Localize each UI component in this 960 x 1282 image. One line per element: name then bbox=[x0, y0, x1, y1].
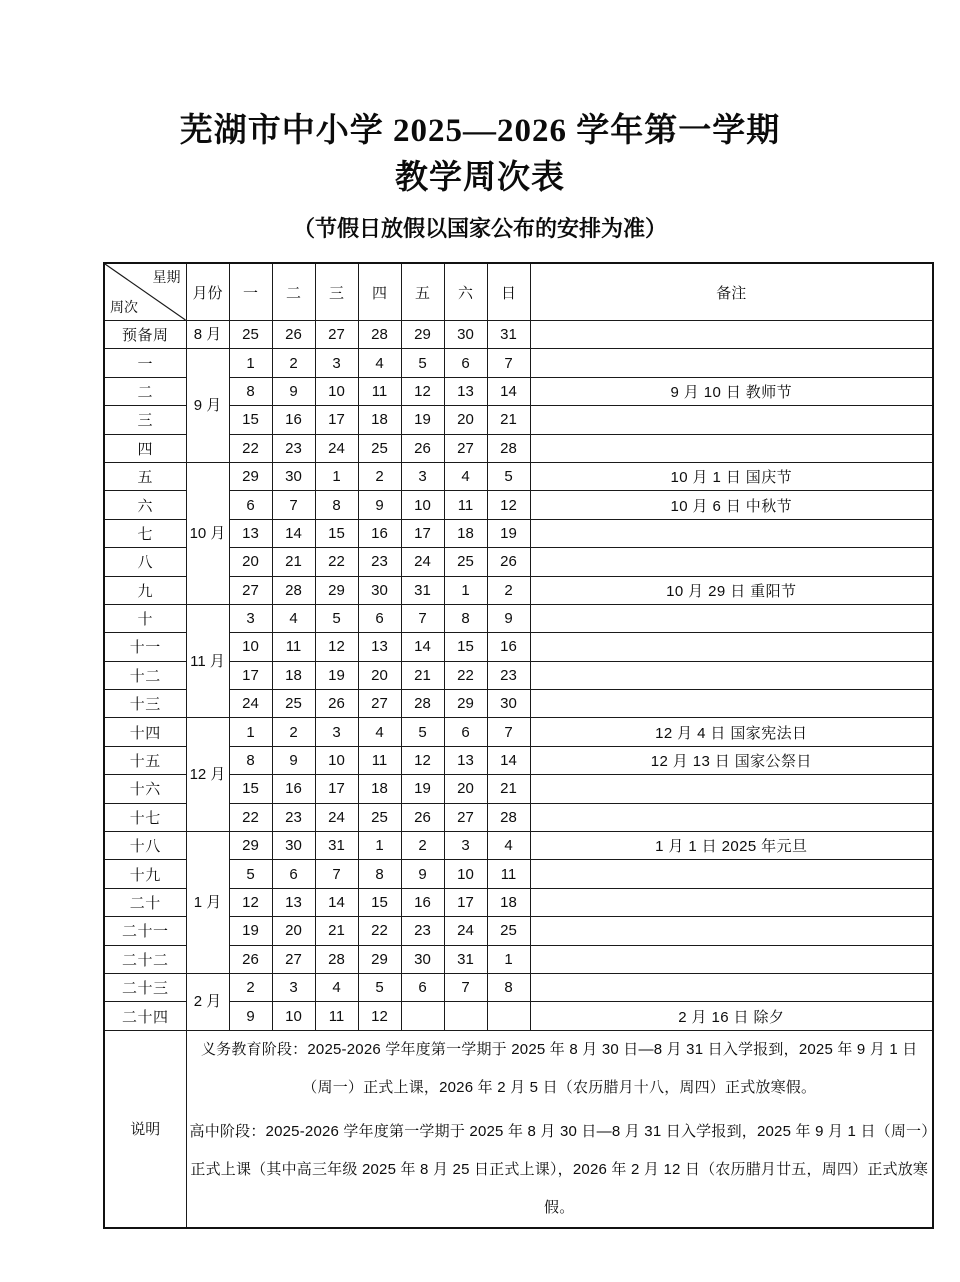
day-cell: 26 bbox=[487, 548, 530, 576]
week-number-cell: 三 bbox=[104, 406, 186, 434]
day-cell: 11 bbox=[487, 860, 530, 888]
day-cell: 27 bbox=[444, 434, 487, 462]
table-row bbox=[104, 945, 933, 973]
day-cell: 12 bbox=[315, 633, 358, 661]
table-row bbox=[104, 690, 933, 718]
day-cell: 19 bbox=[229, 917, 272, 945]
day-cell: 30 bbox=[487, 690, 530, 718]
day-cell: 23 bbox=[272, 434, 315, 462]
table-foot bbox=[104, 1030, 933, 1228]
day-cell: 17 bbox=[315, 406, 358, 434]
day-cell: 12 bbox=[229, 888, 272, 916]
table-row bbox=[104, 548, 933, 576]
day-cell: 30 bbox=[272, 832, 315, 860]
day-cell: 21 bbox=[487, 406, 530, 434]
day-cell: 26 bbox=[315, 690, 358, 718]
day-cell: 17 bbox=[444, 888, 487, 916]
day-cell: 1 bbox=[358, 832, 401, 860]
note-cell bbox=[530, 690, 933, 718]
day-cell: 18 bbox=[272, 661, 315, 689]
table-row bbox=[104, 973, 933, 1001]
day-cell bbox=[401, 1002, 444, 1030]
note-cell bbox=[530, 434, 933, 462]
day-cell: 9 bbox=[487, 604, 530, 632]
day-cell: 14 bbox=[272, 519, 315, 547]
day-cell: 5 bbox=[401, 349, 444, 377]
day-cell: 7 bbox=[315, 860, 358, 888]
day-cell: 4 bbox=[358, 718, 401, 746]
day-cell: 19 bbox=[401, 406, 444, 434]
day-cell: 1 bbox=[229, 718, 272, 746]
table-row bbox=[104, 803, 933, 831]
day-cell: 3 bbox=[315, 349, 358, 377]
day-cell: 20 bbox=[444, 775, 487, 803]
month-cell: 11 月 bbox=[186, 604, 229, 718]
day-cell: 22 bbox=[229, 434, 272, 462]
day-cell: 19 bbox=[401, 775, 444, 803]
day-cell: 16 bbox=[272, 406, 315, 434]
note-cell bbox=[530, 633, 933, 661]
day-cell: 25 bbox=[229, 321, 272, 349]
day-cell: 23 bbox=[272, 803, 315, 831]
week-number-cell: 十四 bbox=[104, 718, 186, 746]
day-cell: 31 bbox=[315, 832, 358, 860]
day-cell: 12 bbox=[401, 377, 444, 405]
month-cell: 2 月 bbox=[186, 973, 229, 1030]
day-cell: 28 bbox=[401, 690, 444, 718]
day-cell: 29 bbox=[358, 945, 401, 973]
day-cell: 26 bbox=[229, 945, 272, 973]
day-cell: 21 bbox=[272, 548, 315, 576]
column-header-thursday: 四 bbox=[358, 263, 401, 321]
note-cell bbox=[530, 888, 933, 916]
column-header-notes: 备注 bbox=[530, 263, 933, 321]
weeknumber-axis-label: 周次 bbox=[110, 299, 138, 315]
day-cell: 3 bbox=[315, 718, 358, 746]
day-cell: 13 bbox=[229, 519, 272, 547]
calendar-table-wrapper bbox=[103, 262, 929, 1229]
note-cell bbox=[530, 321, 933, 349]
note-cell bbox=[530, 775, 933, 803]
table-row bbox=[104, 633, 933, 661]
table-row bbox=[104, 718, 933, 746]
day-cell: 16 bbox=[487, 633, 530, 661]
week-number-cell: 十五 bbox=[104, 746, 186, 774]
day-cell: 29 bbox=[444, 690, 487, 718]
day-cell: 24 bbox=[315, 434, 358, 462]
day-cell: 23 bbox=[358, 548, 401, 576]
day-cell: 2 bbox=[229, 973, 272, 1001]
day-cell: 5 bbox=[315, 604, 358, 632]
day-cell: 24 bbox=[315, 803, 358, 831]
day-cell: 30 bbox=[401, 945, 444, 973]
note-cell bbox=[530, 548, 933, 576]
day-cell: 20 bbox=[229, 548, 272, 576]
day-cell: 9 bbox=[272, 377, 315, 405]
day-cell: 27 bbox=[444, 803, 487, 831]
day-cell: 3 bbox=[444, 832, 487, 860]
day-cell: 14 bbox=[401, 633, 444, 661]
day-cell: 21 bbox=[401, 661, 444, 689]
day-cell: 31 bbox=[487, 321, 530, 349]
month-cell: 10 月 bbox=[186, 462, 229, 604]
week-number-cell: 十二 bbox=[104, 661, 186, 689]
column-header-tuesday: 二 bbox=[272, 263, 315, 321]
day-cell: 29 bbox=[229, 832, 272, 860]
day-cell: 6 bbox=[229, 491, 272, 519]
week-number-cell: 十一 bbox=[104, 633, 186, 661]
month-cell: 9 月 bbox=[186, 349, 229, 463]
page-subtitle: （节假日放假以国家公布的安排为准） bbox=[292, 216, 667, 241]
day-cell: 11 bbox=[358, 377, 401, 405]
table-row bbox=[104, 576, 933, 604]
day-cell: 5 bbox=[401, 718, 444, 746]
table-row bbox=[104, 661, 933, 689]
day-cell: 22 bbox=[444, 661, 487, 689]
day-cell: 1 bbox=[444, 576, 487, 604]
week-number-cell: 八 bbox=[104, 548, 186, 576]
day-cell: 15 bbox=[444, 633, 487, 661]
month-cell: 1 月 bbox=[186, 832, 229, 974]
day-cell: 4 bbox=[444, 462, 487, 490]
day-cell: 29 bbox=[401, 321, 444, 349]
day-cell: 14 bbox=[315, 888, 358, 916]
day-cell: 24 bbox=[229, 690, 272, 718]
week-number-cell: 五 bbox=[104, 462, 186, 490]
day-cell: 18 bbox=[358, 406, 401, 434]
day-cell: 10 bbox=[315, 377, 358, 405]
day-cell bbox=[444, 1002, 487, 1030]
note-cell: 12 月 13 日 国家公祭日 bbox=[530, 746, 933, 774]
table-row bbox=[104, 321, 933, 349]
explanation-label: 说明 bbox=[104, 1030, 186, 1228]
day-cell: 23 bbox=[401, 917, 444, 945]
week-number-cell: 二十一 bbox=[104, 917, 186, 945]
day-cell: 3 bbox=[229, 604, 272, 632]
page-title-line-1: 芜湖市中小学 2025—2026 学年第一学期 bbox=[179, 113, 781, 149]
explanation-body bbox=[186, 1030, 933, 1228]
note-cell: 10 月 1 日 国庆节 bbox=[530, 462, 933, 490]
week-number-cell: 十 bbox=[104, 604, 186, 632]
day-cell: 29 bbox=[315, 576, 358, 604]
day-cell: 7 bbox=[487, 718, 530, 746]
day-cell: 5 bbox=[487, 462, 530, 490]
note-cell bbox=[530, 349, 933, 377]
day-cell: 5 bbox=[229, 860, 272, 888]
day-cell: 24 bbox=[444, 917, 487, 945]
weekday-axis-label: 星期 bbox=[152, 269, 181, 285]
day-cell: 8 bbox=[444, 604, 487, 632]
week-number-cell: 九 bbox=[104, 576, 186, 604]
day-cell: 4 bbox=[487, 832, 530, 860]
day-cell: 26 bbox=[401, 434, 444, 462]
day-cell: 21 bbox=[315, 917, 358, 945]
day-cell: 8 bbox=[229, 746, 272, 774]
day-cell: 27 bbox=[272, 945, 315, 973]
day-cell: 18 bbox=[487, 888, 530, 916]
week-number-cell: 四 bbox=[104, 434, 186, 462]
day-cell: 10 bbox=[229, 633, 272, 661]
note-cell bbox=[530, 803, 933, 831]
table-head bbox=[104, 263, 933, 321]
day-cell: 7 bbox=[444, 973, 487, 1001]
day-cell: 17 bbox=[315, 775, 358, 803]
day-cell: 19 bbox=[315, 661, 358, 689]
day-cell bbox=[487, 1002, 530, 1030]
column-header-friday: 五 bbox=[401, 263, 444, 321]
day-cell: 28 bbox=[358, 321, 401, 349]
week-number-cell: 十九 bbox=[104, 860, 186, 888]
day-cell: 21 bbox=[487, 775, 530, 803]
day-cell: 10 bbox=[315, 746, 358, 774]
day-cell: 27 bbox=[229, 576, 272, 604]
day-cell: 29 bbox=[229, 462, 272, 490]
day-cell: 7 bbox=[272, 491, 315, 519]
note-cell: 2 月 16 日 除夕 bbox=[530, 1002, 933, 1030]
day-cell: 18 bbox=[358, 775, 401, 803]
note-cell: 1 月 1 日 2025 年元旦 bbox=[530, 832, 933, 860]
day-cell: 1 bbox=[229, 349, 272, 377]
note-cell bbox=[530, 917, 933, 945]
day-cell: 25 bbox=[272, 690, 315, 718]
day-cell: 28 bbox=[315, 945, 358, 973]
day-cell: 15 bbox=[229, 775, 272, 803]
day-cell: 25 bbox=[358, 803, 401, 831]
day-cell: 4 bbox=[272, 604, 315, 632]
week-weekday-corner-cell bbox=[104, 263, 186, 321]
day-cell: 11 bbox=[272, 633, 315, 661]
week-number-cell: 一 bbox=[104, 349, 186, 377]
table-body bbox=[104, 321, 933, 1031]
day-cell: 6 bbox=[444, 349, 487, 377]
day-cell: 24 bbox=[401, 548, 444, 576]
day-cell: 13 bbox=[444, 746, 487, 774]
day-cell: 25 bbox=[444, 548, 487, 576]
note-cell bbox=[530, 860, 933, 888]
day-cell: 10 bbox=[444, 860, 487, 888]
day-cell: 6 bbox=[444, 718, 487, 746]
table-row bbox=[104, 604, 933, 632]
day-cell: 28 bbox=[487, 434, 530, 462]
day-cell: 25 bbox=[487, 917, 530, 945]
day-cell: 16 bbox=[358, 519, 401, 547]
day-cell: 15 bbox=[358, 888, 401, 916]
day-cell: 6 bbox=[358, 604, 401, 632]
day-cell: 28 bbox=[487, 803, 530, 831]
column-header-saturday: 六 bbox=[444, 263, 487, 321]
day-cell: 3 bbox=[272, 973, 315, 1001]
day-cell: 20 bbox=[272, 917, 315, 945]
day-cell: 6 bbox=[272, 860, 315, 888]
day-cell: 1 bbox=[487, 945, 530, 973]
day-cell: 12 bbox=[401, 746, 444, 774]
day-cell: 25 bbox=[358, 434, 401, 462]
note-cell bbox=[530, 604, 933, 632]
week-number-cell: 二十二 bbox=[104, 945, 186, 973]
day-cell: 12 bbox=[487, 491, 530, 519]
day-cell: 18 bbox=[444, 519, 487, 547]
explanation-paragraph: 高中阶段：2025-2026 学年度第一学期于 2025 年 8 月 30 日—8 月 31 日入学报到，2025 年 9 月 1 日（周一）正式上课（其中高三年级 2025 年 8 月 25 日正式上课），2026 年 2 月 12 日（农历腊月廿五，周四）正式放寒假。 bbox=[189, 1122, 929, 1216]
day-cell: 8 bbox=[315, 491, 358, 519]
day-cell: 10 bbox=[272, 1002, 315, 1030]
note-cell bbox=[530, 973, 933, 1001]
day-cell: 11 bbox=[358, 746, 401, 774]
day-cell: 22 bbox=[358, 917, 401, 945]
table-row bbox=[104, 888, 933, 916]
table-row bbox=[104, 1002, 933, 1030]
day-cell: 22 bbox=[315, 548, 358, 576]
column-header-sunday: 日 bbox=[487, 263, 530, 321]
day-cell: 14 bbox=[487, 377, 530, 405]
day-cell: 1 bbox=[315, 462, 358, 490]
day-cell: 20 bbox=[358, 661, 401, 689]
day-cell: 11 bbox=[444, 491, 487, 519]
day-cell: 17 bbox=[229, 661, 272, 689]
day-cell: 13 bbox=[272, 888, 315, 916]
day-cell: 11 bbox=[315, 1002, 358, 1030]
day-cell: 20 bbox=[444, 406, 487, 434]
table-row bbox=[104, 377, 933, 405]
week-number-cell: 十三 bbox=[104, 690, 186, 718]
day-cell: 2 bbox=[272, 349, 315, 377]
table-row bbox=[104, 917, 933, 945]
day-cell: 2 bbox=[358, 462, 401, 490]
week-number-cell: 二十三 bbox=[104, 973, 186, 1001]
teaching-weeks-table bbox=[103, 262, 934, 1229]
table-row bbox=[104, 832, 933, 860]
table-row bbox=[104, 775, 933, 803]
week-number-cell: 七 bbox=[104, 519, 186, 547]
day-cell: 30 bbox=[358, 576, 401, 604]
day-cell: 17 bbox=[401, 519, 444, 547]
table-row bbox=[104, 462, 933, 490]
day-cell: 15 bbox=[229, 406, 272, 434]
table-row bbox=[104, 349, 933, 377]
day-cell: 12 bbox=[358, 1002, 401, 1030]
table-row bbox=[104, 491, 933, 519]
day-cell: 16 bbox=[401, 888, 444, 916]
day-cell: 9 bbox=[272, 746, 315, 774]
day-cell: 4 bbox=[315, 973, 358, 1001]
day-cell: 9 bbox=[358, 491, 401, 519]
day-cell: 2 bbox=[487, 576, 530, 604]
day-cell: 8 bbox=[358, 860, 401, 888]
month-cell: 8 月 bbox=[186, 321, 229, 349]
page-title-line-2: 教学周次表 bbox=[395, 160, 565, 196]
table-row bbox=[104, 519, 933, 547]
week-number-cell: 十六 bbox=[104, 775, 186, 803]
day-cell: 8 bbox=[229, 377, 272, 405]
day-cell: 26 bbox=[401, 803, 444, 831]
day-cell: 31 bbox=[401, 576, 444, 604]
note-cell bbox=[530, 406, 933, 434]
day-cell: 10 bbox=[401, 491, 444, 519]
day-cell: 4 bbox=[358, 349, 401, 377]
table-row bbox=[104, 746, 933, 774]
day-cell: 7 bbox=[487, 349, 530, 377]
header-row bbox=[104, 263, 933, 321]
day-cell: 2 bbox=[401, 832, 444, 860]
title-block bbox=[0, 0, 960, 246]
week-number-cell: 预备周 bbox=[104, 321, 186, 349]
day-cell: 30 bbox=[444, 321, 487, 349]
note-cell: 10 月 29 日 重阳节 bbox=[530, 576, 933, 604]
table-row bbox=[104, 406, 933, 434]
column-header-month: 月份 bbox=[186, 263, 229, 321]
day-cell: 3 bbox=[401, 462, 444, 490]
day-cell: 19 bbox=[487, 519, 530, 547]
day-cell: 26 bbox=[272, 321, 315, 349]
week-number-cell: 十八 bbox=[104, 832, 186, 860]
note-cell bbox=[530, 661, 933, 689]
month-cell: 12 月 bbox=[186, 718, 229, 832]
table-row bbox=[104, 434, 933, 462]
week-number-cell: 二 bbox=[104, 377, 186, 405]
explanation-paragraph: 义务教育阶段：2025-2026 学年度第一学期于 2025 年 8 月 30 日—8 月 31 日入学报到，2025 年 9 月 1 日（周一）正式上课，2026 年 2 月 5 日（农历腊月十八，周四）正式放寒假。 bbox=[200, 1040, 918, 1096]
day-cell: 8 bbox=[487, 973, 530, 1001]
note-cell bbox=[530, 945, 933, 973]
column-header-wednesday: 三 bbox=[315, 263, 358, 321]
day-cell: 27 bbox=[315, 321, 358, 349]
day-cell: 28 bbox=[272, 576, 315, 604]
week-number-cell: 六 bbox=[104, 491, 186, 519]
day-cell: 23 bbox=[487, 661, 530, 689]
note-cell: 10 月 6 日 中秋节 bbox=[530, 491, 933, 519]
column-header-monday: 一 bbox=[229, 263, 272, 321]
note-cell: 12 月 4 日 国家宪法日 bbox=[530, 718, 933, 746]
day-cell: 2 bbox=[272, 718, 315, 746]
day-cell: 22 bbox=[229, 803, 272, 831]
day-cell: 15 bbox=[315, 519, 358, 547]
day-cell: 31 bbox=[444, 945, 487, 973]
day-cell: 27 bbox=[358, 690, 401, 718]
week-number-cell: 二十 bbox=[104, 888, 186, 916]
day-cell: 30 bbox=[272, 462, 315, 490]
day-cell: 7 bbox=[401, 604, 444, 632]
day-cell: 5 bbox=[358, 973, 401, 1001]
day-cell: 9 bbox=[229, 1002, 272, 1030]
day-cell: 13 bbox=[358, 633, 401, 661]
day-cell: 6 bbox=[401, 973, 444, 1001]
day-cell: 9 bbox=[401, 860, 444, 888]
day-cell: 16 bbox=[272, 775, 315, 803]
day-cell: 13 bbox=[444, 377, 487, 405]
explanation-row bbox=[104, 1030, 933, 1228]
day-cell: 14 bbox=[487, 746, 530, 774]
week-number-cell: 十七 bbox=[104, 803, 186, 831]
note-cell: 9 月 10 日 教师节 bbox=[530, 377, 933, 405]
week-number-cell: 二十四 bbox=[104, 1002, 186, 1030]
note-cell bbox=[530, 519, 933, 547]
table-row bbox=[104, 860, 933, 888]
